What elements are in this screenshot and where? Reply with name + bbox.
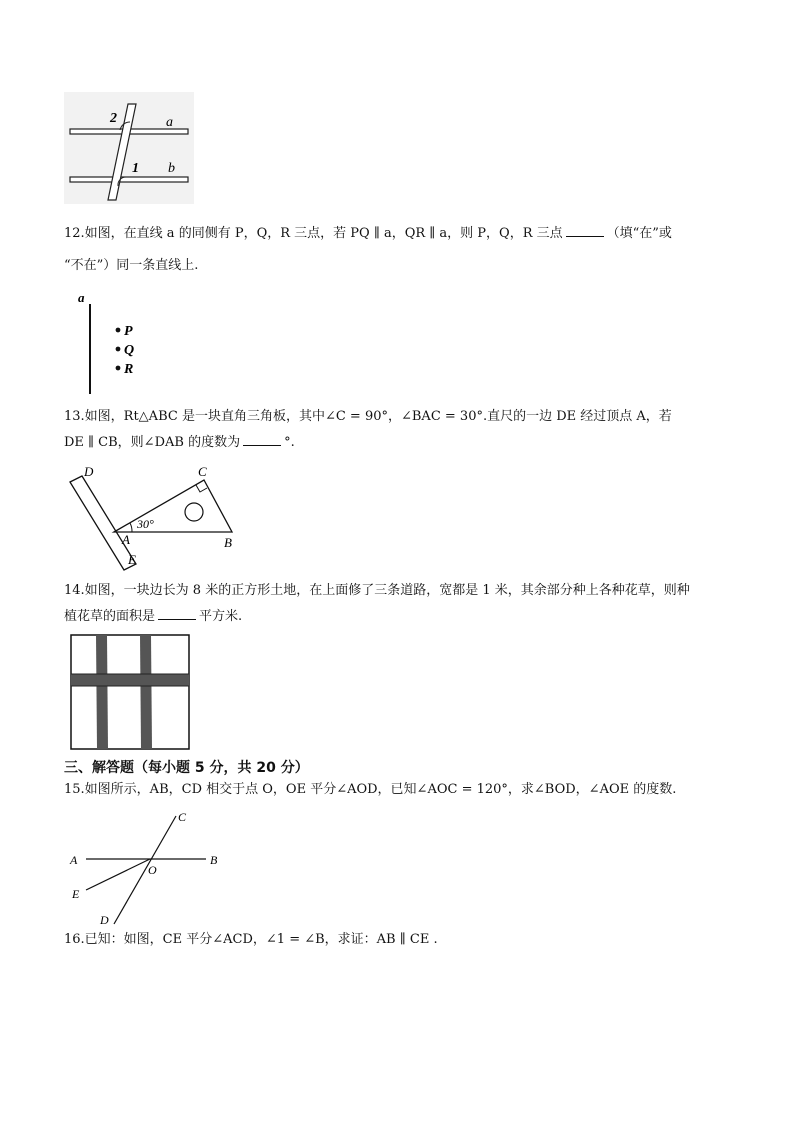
point-B-label: B xyxy=(210,853,218,867)
triangle-hole xyxy=(185,503,203,521)
line-b-label: b xyxy=(168,161,175,176)
point-A-label: A xyxy=(70,853,78,867)
point-B-label: B xyxy=(224,535,232,550)
angle-30-label: 30° xyxy=(137,517,154,531)
point-R-label: R xyxy=(124,362,134,377)
question-13-line-1: 13.如图，Rt△ABC 是一块直角三角板，其中∠C = 90°，∠BAC = 30°.直尺的一边 DE 经过顶点 A，若 xyxy=(64,409,672,424)
answer-blank[interactable] xyxy=(158,607,196,620)
point-D-label: D xyxy=(100,913,109,927)
intersecting-lines-figure xyxy=(64,808,234,930)
answer-blank[interactable] xyxy=(243,433,281,446)
question-14-text: 植花草的面积是 xyxy=(64,609,156,624)
question-12-tail: （填“在”或 xyxy=(606,226,672,241)
point-A-label: A xyxy=(122,532,130,547)
question-13-line-2 xyxy=(64,433,295,452)
point-P-label: P xyxy=(124,324,133,339)
question-12-text: 12.如图，在直线 a 的同侧有 P，Q，R 三点，若 PQ ∥ a，QR ∥ a，则 P，Q，R 三点 xyxy=(64,226,563,241)
point-Q xyxy=(116,347,121,352)
point-E-label: E xyxy=(128,552,136,567)
point-R xyxy=(116,366,121,371)
angle-2-label: 2 xyxy=(110,111,117,126)
point-C-label: C xyxy=(198,464,207,479)
answer-blank[interactable] xyxy=(566,224,604,237)
question-12-line-2: “不在”）同一条直线上. xyxy=(64,258,199,273)
vertical-road-2 xyxy=(140,635,152,749)
question-15-text: 15.如图所示，AB，CD 相交于点 O，OE 平分∠AOD，已知∠AOC = 120°，求∠BOD，∠AOE 的度数. xyxy=(64,782,677,797)
point-P xyxy=(116,328,121,333)
line-a-label: a xyxy=(166,115,173,130)
question-12-line-1 xyxy=(64,224,672,243)
angle-1-label: 1 xyxy=(132,161,139,176)
point-O-label: O xyxy=(148,863,157,877)
section-3-title: 三、解答题（每小题 5 分，共 20 分） xyxy=(64,760,309,776)
line-a-label: a xyxy=(78,290,85,305)
line-points-figure xyxy=(74,290,154,396)
horizontal-road xyxy=(71,674,189,686)
parallel-lines-figure xyxy=(64,92,194,204)
question-16-text: 16.已知：如图，CE 平分∠ACD，∠1 = ∠B，求证：AB ∥ CE . xyxy=(64,932,438,947)
question-14-tail: 平方米. xyxy=(199,609,243,624)
question-13-text: DE ∥ CB，则∠DAB 的度数为 xyxy=(64,435,241,450)
question-13-tail: °. xyxy=(284,435,295,450)
square-roads-figure xyxy=(70,634,190,750)
question-14-line-2 xyxy=(64,607,242,626)
point-E-label: E xyxy=(72,887,80,901)
point-D-label: D xyxy=(84,464,94,479)
point-Q-label: Q xyxy=(124,343,135,358)
question-14-line-1: 14.如图，一块边长为 8 米的正方形土地，在上面修了三条道路，宽都是 1 米，其余部分种上各种花草，则种 xyxy=(64,583,690,598)
point-C-label: C xyxy=(178,810,187,824)
triangle-ruler-figure xyxy=(64,460,254,572)
vertical-road-1 xyxy=(96,635,108,749)
